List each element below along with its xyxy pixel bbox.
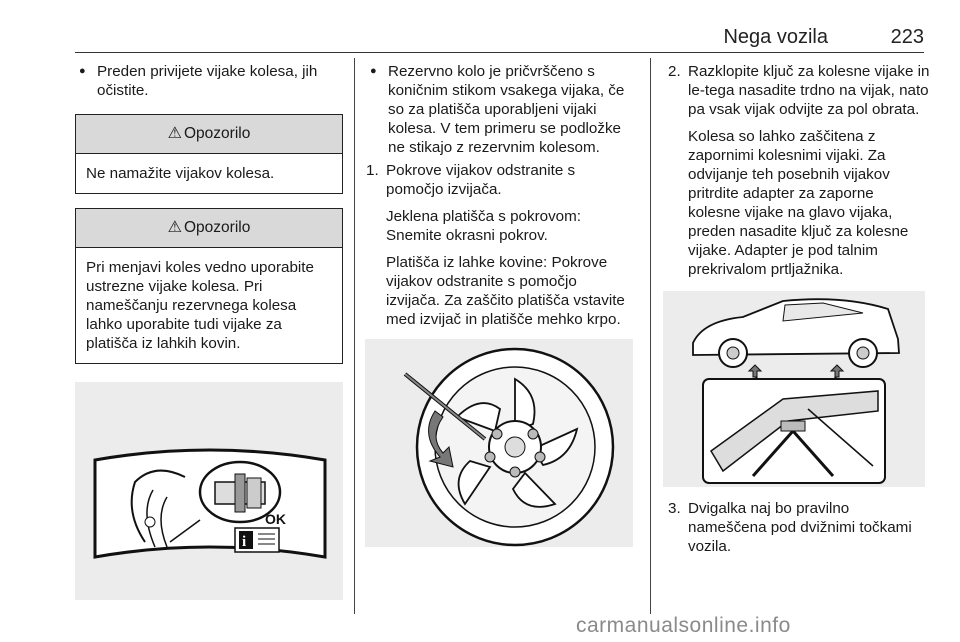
paragraph-locking-bolts: Kolesa so lahko zaščitena z zapornimi kolesnimi vijaki. Za odvijanje teh posebnih vijakov pritrdite adapter za zaporne kolesne vijake na glavo vijaka, preden nasadite ključ za kolesne vijake. Adapter je pod talnim prekrivalom prtljažnika.: [688, 128, 909, 278]
warning-header: [76, 209, 342, 248]
bullet-clean-bolts: ● Preden privijete vijake kolesa, jih očistite.: [75, 62, 343, 100]
warning-icon: ⚠: [167, 219, 182, 236]
page-number: 223: [890, 26, 924, 48]
page-header: [75, 26, 924, 53]
step-text: Razklopite ključ za kolesne vijake in le-tega nasadite trdno na vijak, nato pa vsak vijak odvijte za pol obrata.: [688, 63, 930, 118]
column-divider: [650, 58, 651, 614]
step-text: Pokrove vijakov odstranite s pomočjo izvijača.: [386, 162, 576, 198]
ok-label: OK: [265, 511, 286, 527]
bolt-label-illustration: [75, 382, 343, 600]
section-title: Nega vozila: [723, 26, 828, 48]
column-3: [668, 62, 930, 556]
bullet-spare-wheel: ● Rezervno kolo je pričvrščeno s koničnim stikom vsakega vijaka, če so za platišča uporabljeni vijaki kolesa. V tem primeru se podložke ne stikajo z rezervnim kolesom.: [366, 62, 634, 157]
warning-title: Opozorilo: [184, 219, 251, 236]
warning-title: Opozorilo: [184, 125, 251, 142]
wheel-screwdriver-illustration: [365, 339, 633, 547]
info-book-icon: [235, 528, 279, 552]
paragraph-alloy-rims: Platišča iz lahke kovine: Pokrove vijakov odstranite s pomočjo izvijača. Za zaščito platišča vstavite med izvijač in platišče mehko krpo.: [386, 254, 625, 328]
step-number: 2.: [668, 63, 681, 80]
paragraph-steel-rims: Jeklena platišča s pokrovom: Snemite okrasni pokrov.: [386, 208, 581, 244]
step-text: Dvigalka naj bo pravilno nameščena pod dvižnimi točkami vozila.: [688, 500, 912, 555]
column-2: [366, 62, 634, 547]
warning-box: [75, 114, 343, 194]
column-divider: [354, 58, 355, 614]
figure-jack-points: [663, 291, 925, 487]
watermark: carmanualsonline.info: [576, 614, 791, 637]
step-3: [668, 499, 930, 556]
figure-bolt-label: [75, 382, 343, 600]
warning-icon: ⚠: [167, 125, 182, 142]
car-jack-illustration: [663, 291, 925, 487]
warning-header: [76, 115, 342, 154]
step-number: 1.: [366, 162, 379, 179]
warning-box: [75, 208, 343, 364]
figure-remove-caps: [365, 339, 633, 547]
step-1: [366, 161, 634, 199]
warning-body: Pri menjavi koles vedno uporabite ustrezne vijake kolesa. Pri nameščanju rezervnega kolesa lahko uporabite tudi vijake za platišča iz lahkih kovin.: [86, 259, 314, 352]
svg-text:i: i: [242, 534, 247, 550]
step-number: 3.: [668, 500, 681, 517]
step-2: [668, 62, 930, 119]
warning-body: Ne namažite vijakov kolesa.: [86, 165, 275, 182]
column-1: [75, 62, 343, 600]
